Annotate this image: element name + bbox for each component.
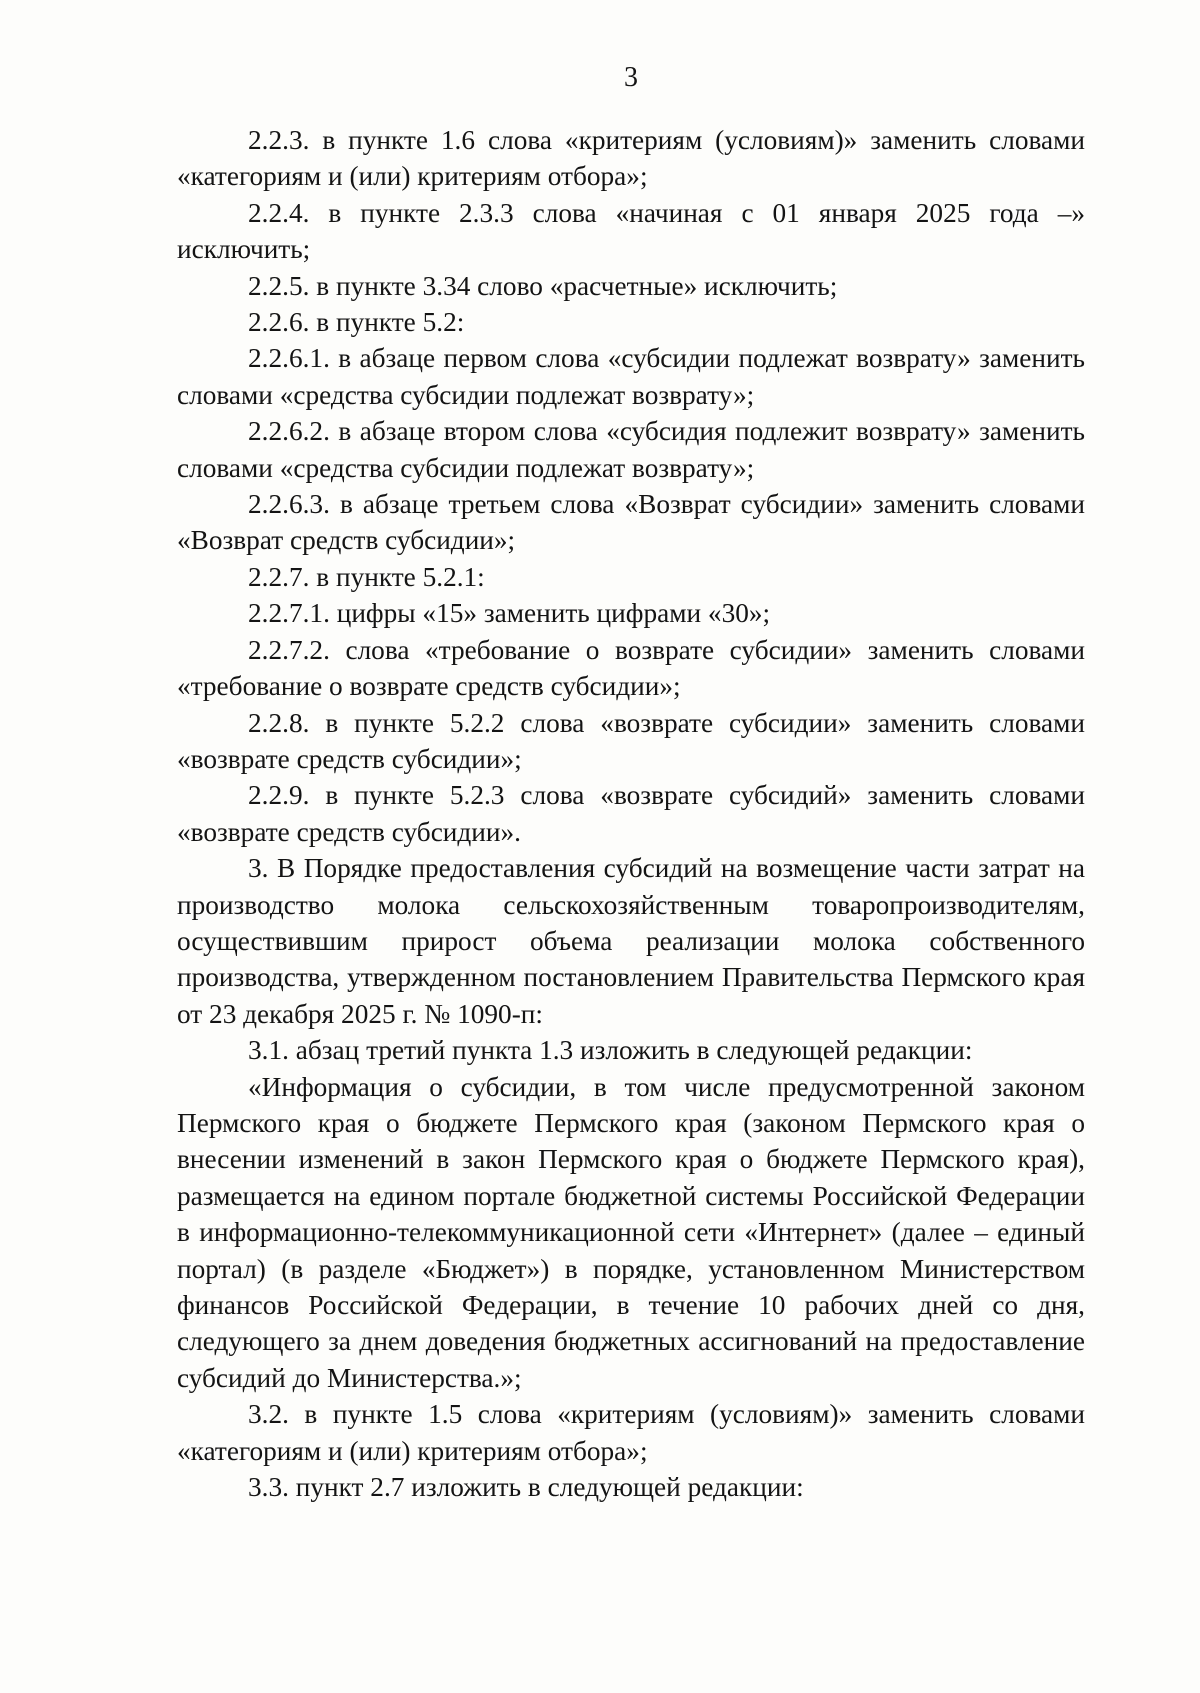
paragraph-2-2-8: 2.2.8. в пункте 5.2.2 слова «возврате субсидии» заменить словами «возврате средств субсидии»;	[177, 707, 1085, 774]
paragraph-3-1: 3.1. абзац третий пункта 1.3 изложить в следующей редакции:	[248, 1035, 973, 1066]
paragraph-2-2-9: 2.2.9. в пункте 5.2.3 слова «возврате субсидий» заменить словами «возврате средств субсидии».	[177, 780, 1085, 847]
paragraph-3-2: 3.2. в пункте 1.5 слова «критериям (условиям)» заменить словами «категориям и (или) критериям отбора»;	[177, 1399, 1085, 1466]
paragraph-2-2-5: 2.2.5. в пункте 3.34 слово «расчетные» исключить;	[248, 270, 838, 301]
paragraph-2-2-7-2: 2.2.7.2. слова «требование о возврате субсидии» заменить словами «требование о возврате средств субсидии»;	[177, 634, 1085, 702]
paragraph-2-2-7-1: 2.2.7.1. цифры «15» заменить цифрами «30»;	[248, 598, 771, 629]
paragraph-2-2-6: 2.2.6. в пункте 5.2:	[248, 307, 465, 338]
document-body	[177, 122, 1085, 1505]
paragraph-2-2-6-3: 2.2.6.3. в абзаце третьем слова «Возврат субсидии» заменить словами «Возврат средств субсидии»;	[177, 489, 1085, 556]
paragraph-3: 3. В Порядке предоставления субсидий на возмещение части затрат на производство молока сельскохозяйственным товаропроизводителям, осуществившим прирост объема реализации молока собственного производства, утвержденном постановлением Правительства Пермского края от 23 декабря 2025 г. № 1090-п:	[177, 853, 1085, 1029]
paragraph-quoted-text: «Информация о субсидии, в том числе предусмотренной законом Пермского края о бюджете Пермского края (законом Пермского края о внесении изменений в закон Пермского края о бюджете Пермского края), размещается на едином портале бюджетной системы Российской Федерации в информационно-телекоммуникационной сети «Интернет» (далее – единый портал) (в разделе «Бюджет») в порядке, установленном Министерством финансов Российской Федерации, в течение 10 рабочих дней со дня, следующего за днем доведения бюджетных ассигнований на предоставление субсидий до Министерства.»;	[177, 1071, 1085, 1393]
paragraph-2-2-7: 2.2.7. в пункте 5.2.1:	[248, 561, 485, 592]
paragraph-2-2-6-2: 2.2.6.2. в абзаце втором слова «субсидия подлежит возврату» заменить словами «средства субсидии подлежат возврату»;	[177, 416, 1085, 483]
paragraph-3-3: 3.3. пункт 2.7 изложить в следующей редакции:	[248, 1472, 804, 1503]
paragraph-2-2-3: 2.2.3. в пункте 1.6 слова «критериям (условиям)» заменить словами «категориям и (или) критериям отбора»;	[177, 125, 1085, 192]
paragraph-2-2-6-1: 2.2.6.1. в абзаце первом слова «субсидии подлежат возврату» заменить словами «средства субсидии подлежат возврату»;	[177, 343, 1085, 410]
paragraph-2-2-4: 2.2.4. в пункте 2.3.3 слова «начиная с 01 января 2025 года –» исключить;	[177, 197, 1085, 265]
page-number: 3	[624, 62, 638, 93]
